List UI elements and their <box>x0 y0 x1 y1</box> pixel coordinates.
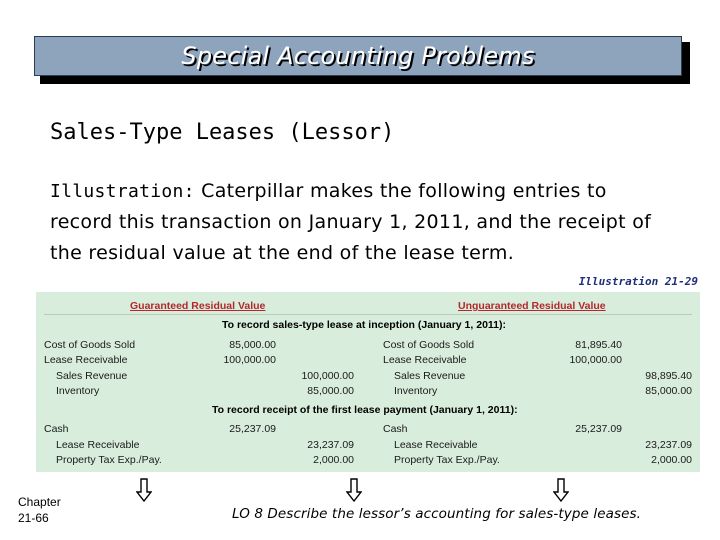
left-row-label: Sales Revenue <box>56 370 128 382</box>
chapter-line-2: 21-66 <box>18 511 49 525</box>
chapter-label <box>18 494 61 526</box>
paragraph-line-3: the residual value at the end of the lease term. <box>50 242 515 264</box>
left-row-debit: 100,000.00 <box>223 354 276 366</box>
left-row-credit: 100,000.00 <box>301 370 354 382</box>
illustration-paragraph <box>50 176 700 269</box>
title-banner <box>34 36 682 76</box>
learning-objective: LO 8 Describe the lessor’s accounting for sales-type leases. <box>232 506 642 522</box>
header-divider <box>44 314 692 315</box>
header-guaranteed: Guaranteed Residual Value <box>130 300 266 312</box>
illustration-label: Illustration: <box>50 181 195 202</box>
section-inception: To record sales-type lease at inception (January 1, 2011): <box>222 319 507 331</box>
left-row-label: Inventory <box>56 385 100 397</box>
right-row-label: Inventory <box>394 385 438 397</box>
right-row-label: Sales Revenue <box>394 370 466 382</box>
down-arrow-icon <box>136 478 152 502</box>
right-row-credit: 2,000.00 <box>651 454 692 466</box>
chapter-line-1: Chapter <box>18 495 61 509</box>
left-row-label: Cash <box>44 423 69 435</box>
right-row-label: Lease Receivable <box>394 439 478 451</box>
header-unguaranteed: Unguaranteed Residual Value <box>458 300 606 312</box>
paragraph-line-2: record this transaction on January 1, 2011, and the receipt of <box>50 211 652 233</box>
left-row-credit: 2,000.00 <box>313 454 354 466</box>
illustration-reference: Illustration 21-29 <box>578 275 698 288</box>
right-row-label: Lease Receivable <box>383 354 467 366</box>
right-row-label: Cost of Goods Sold <box>383 339 475 351</box>
left-row-debit: 25,237.09 <box>229 423 276 435</box>
left-row-label: Property Tax Exp./Pay. <box>56 454 162 466</box>
right-row-debit: 81,895.40 <box>575 339 622 351</box>
left-row-label: Cost of Goods Sold <box>44 339 136 351</box>
section-first-payment: To record receipt of the first lease payment (January 1, 2011): <box>212 404 518 416</box>
slide-title: Special Accounting Problems <box>181 42 535 70</box>
left-row-label: Lease Receivable <box>44 354 128 366</box>
right-row-debit: 100,000.00 <box>569 354 622 366</box>
down-arrow-icon <box>553 478 569 502</box>
right-row-credit: 98,895.40 <box>645 370 692 382</box>
paragraph-line-1-text: Caterpillar makes the following entries to <box>201 180 607 202</box>
left-row-credit: 85,000.00 <box>307 385 354 397</box>
journal-entries-table <box>36 292 700 472</box>
right-row-debit: 25,237.09 <box>575 423 622 435</box>
right-row-credit: 23,237.09 <box>645 439 692 451</box>
left-row-label: Lease Receivable <box>56 439 140 451</box>
paragraph-line-1 <box>50 176 700 207</box>
right-row-label: Property Tax Exp./Pay. <box>394 454 500 466</box>
left-row-credit: 23,237.09 <box>307 439 354 451</box>
down-arrow-icon <box>346 478 362 502</box>
left-row-debit: 85,000.00 <box>229 339 276 351</box>
right-row-credit: 85,000.00 <box>645 385 692 397</box>
section-subtitle: Sales-Type Leases (Lessor) <box>50 120 395 145</box>
right-row-label: Cash <box>383 423 408 435</box>
